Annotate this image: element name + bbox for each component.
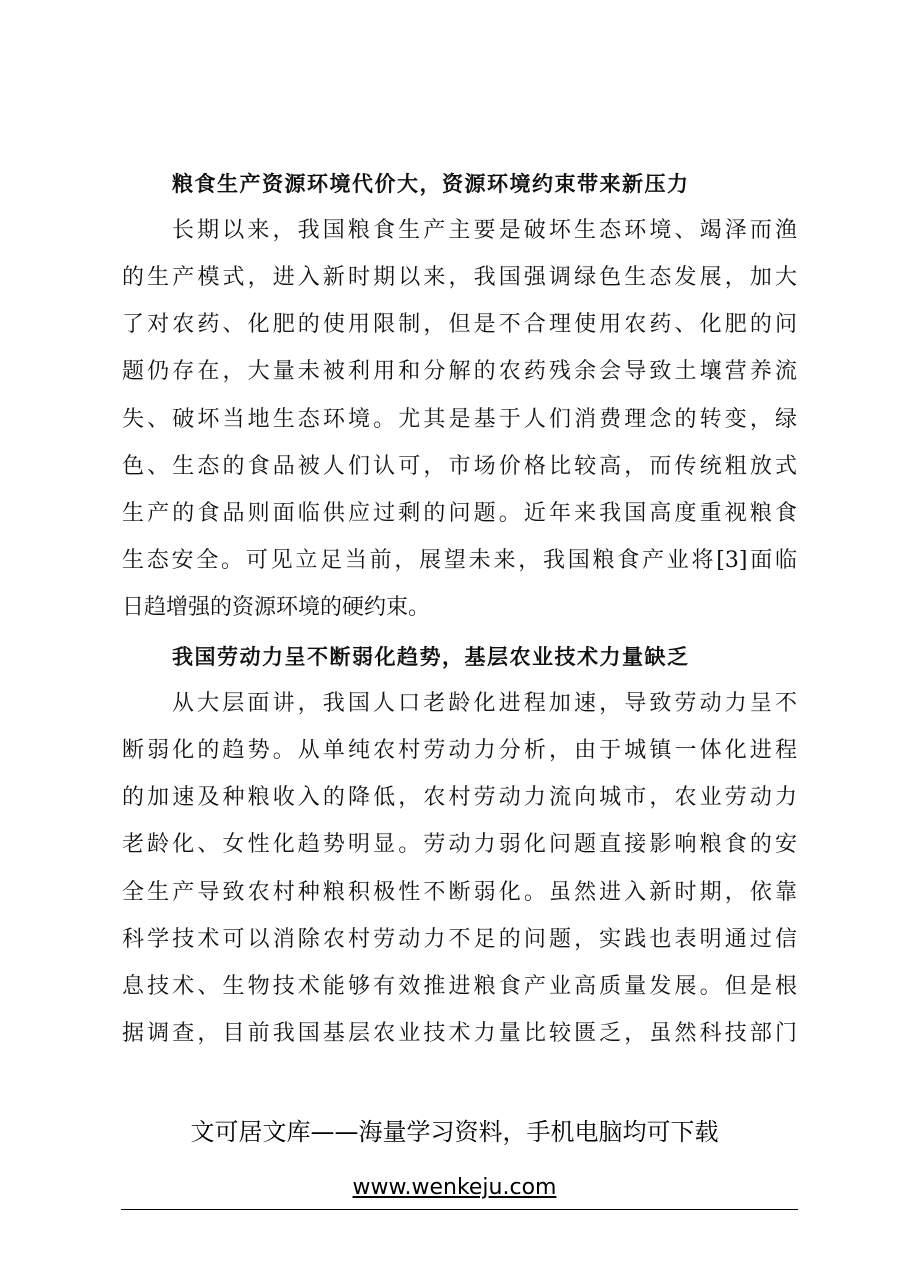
paragraph-line: 从大层面讲，我国人口老龄化进程加速，导致劳动力呈不 [172, 691, 797, 716]
paragraph-line: 据调查，目前我国基层农业技术力量比较匮乏，虽然科技部门 [122, 1021, 797, 1046]
section-heading: 我国劳动力呈不断弱化趋势，基层农业技术力量缺乏 [172, 644, 690, 669]
paragraph-line: 生产的食品则面临供应过剩的问题。近年来我国高度重视粮食 [122, 501, 797, 526]
footer-title: 文可居文库——海量学习资料，手机电脑均可下载 [190, 1118, 719, 1146]
paragraph-line: 日趋增强的资源环境的硬约束。 [122, 595, 431, 620]
paragraph-line: 科学技术可以消除农村劳动力不足的问题，实践也表明通过信 [122, 927, 797, 952]
paragraph-line: 断弱化的趋势。从单纯农村劳动力分析，由于城镇一体化进程 [122, 738, 797, 763]
paragraph-line: 全生产导致农村种粮积极性不断弱化。虽然进入新时期，依靠 [122, 880, 797, 905]
paragraph-line: 题仍存在，大量未被利用和分解的农药残余会导致土壤营养流 [122, 359, 797, 384]
paragraph-line: 了对农药、化肥的使用限制，但是不合理使用农药、化肥的问 [122, 312, 797, 337]
paragraph-line: 失、破坏当地生态环境。尤其是基于人们消费理念的转变，绿 [122, 407, 797, 432]
paragraph-line: 息技术、生物技术能够有效推进粮食产业高质量发展。但是根 [122, 974, 797, 999]
paragraph-line: 长期以来，我国粮食生产主要是破坏生态环境、竭泽而渔 [172, 218, 797, 243]
paragraph-line: 老龄化、女性化趋势明显。劳动力弱化问题直接影响粮食的安 [122, 832, 797, 857]
footer-link[interactable]: www.wenkeju.com [352, 1175, 557, 1200]
paragraph-line: 的生产模式，进入新时期以来，我国强调绿色生态发展，加大 [122, 265, 797, 290]
footer-divider [121, 1209, 798, 1210]
paragraph-line: 生态安全。可见立足当前，展望未来，我国粮食产业将[3]面临 [122, 548, 797, 573]
paragraph-line: 的加速及种粮收入的降低，农村劳动力流向城市，农业劳动力 [122, 785, 797, 810]
paragraph-line: 色、生态的食品被人们认可，市场价格比较高，而传统粗放式 [122, 454, 797, 479]
section-heading: 粮食生产资源环境代价大，资源环境约束带来新压力 [172, 171, 690, 196]
